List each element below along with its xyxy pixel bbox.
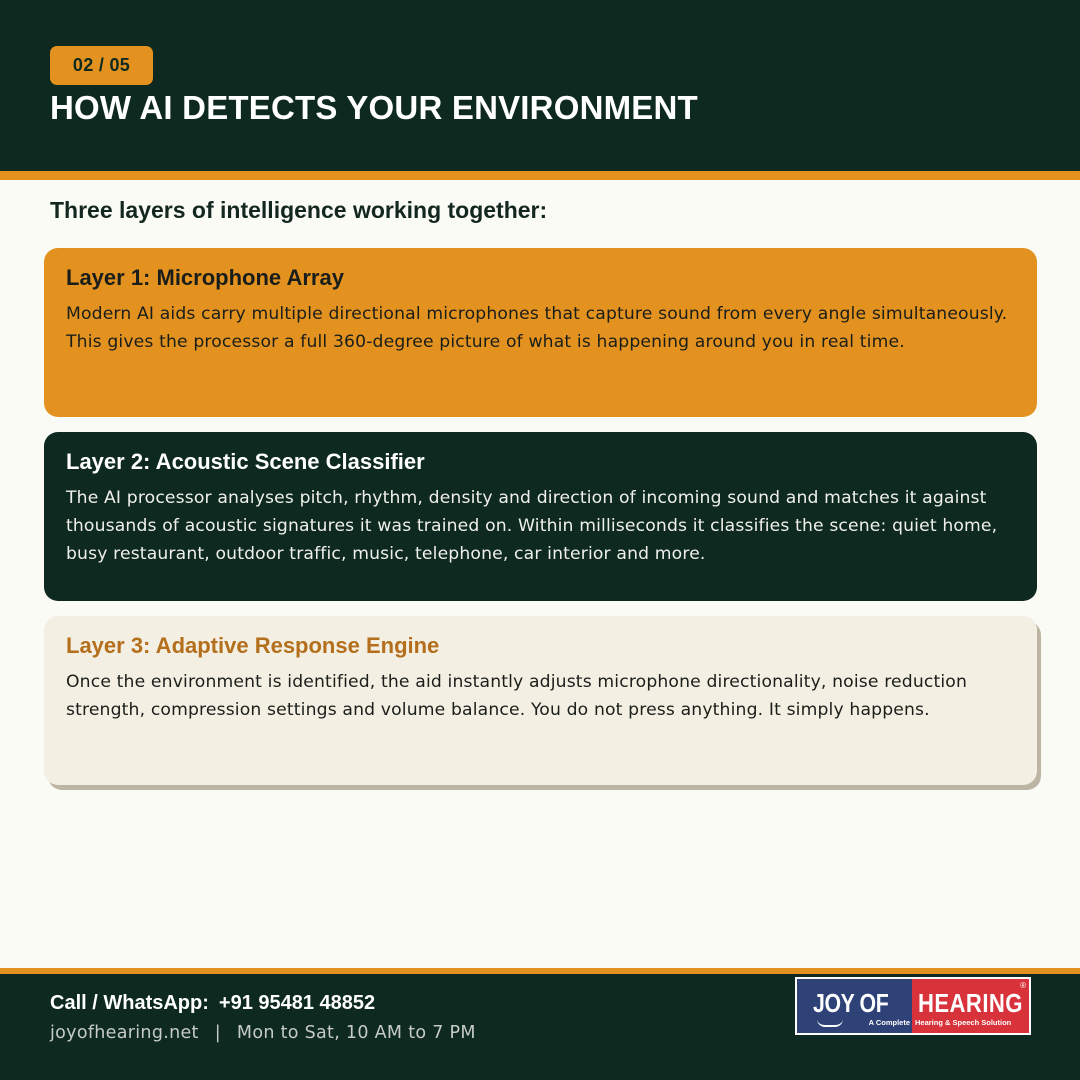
header-accent-stripe	[0, 171, 1080, 180]
logo-left-text: JOY OF	[813, 988, 889, 1018]
section-subtitle: Three layers of intelligence working together:	[50, 197, 548, 223]
header-bar	[0, 0, 1080, 171]
logo-tagline-right: Hearing & Speech Solution	[915, 1018, 1012, 1027]
logo-tagline-left: A Complete	[868, 1018, 910, 1027]
footer-separator: |	[214, 1023, 221, 1043]
layer-card-1	[44, 248, 1037, 417]
smile-icon	[817, 1019, 843, 1027]
brand-logo	[795, 977, 1031, 1035]
layer-card-title: Layer 2: Acoustic Scene Classifier	[66, 449, 425, 474]
layer-card-title: Layer 1: Microphone Array	[66, 265, 344, 290]
website-link[interactable]: joyofhearing.net	[50, 1023, 199, 1043]
phone-number[interactable]: +91 95481 48852	[218, 992, 376, 1014]
slide-counter-badge: 02 / 05	[50, 46, 153, 85]
layer-card-2	[44, 432, 1037, 601]
logo-left-panel	[797, 979, 912, 1033]
page-title: HOW AI DETECTS YOUR ENVIRONMENT	[50, 89, 698, 126]
logo-right-text: HEARING	[918, 988, 1023, 1018]
layer-card-3	[44, 616, 1037, 785]
business-hours: Mon to Sat, 10 AM to 7 PM	[236, 1023, 476, 1043]
contact-label: Call / WhatsApp:	[50, 992, 209, 1014]
layer-card-body: The AI processor analyses pitch, rhythm, density and direction of incoming sound and matches it against thousands of acoustic signatures it was trained on. Within milliseconds it classifies the scene: quiet home, busy restaurant, outdoor traffic, music, telephone, car interior and more.	[66, 488, 998, 564]
contact-line	[50, 992, 375, 1015]
footer-info-line	[50, 1023, 476, 1043]
registered-mark: ®	[1020, 981, 1026, 990]
layer-card-body: Modern AI aids carry multiple directional microphones that capture sound from every angle simultaneously. This gives the processor a full 360-degree picture of what is happening around you in real time.	[66, 304, 1008, 352]
logo-right-panel	[912, 979, 1029, 1033]
layer-card-body: Once the environment is identified, the aid instantly adjusts microphone directionality, noise reduction strength, compression settings and volume balance. You do not press anything. It simply happens.	[66, 672, 967, 720]
layer-card-title: Layer 3: Adaptive Response Engine	[66, 633, 440, 658]
